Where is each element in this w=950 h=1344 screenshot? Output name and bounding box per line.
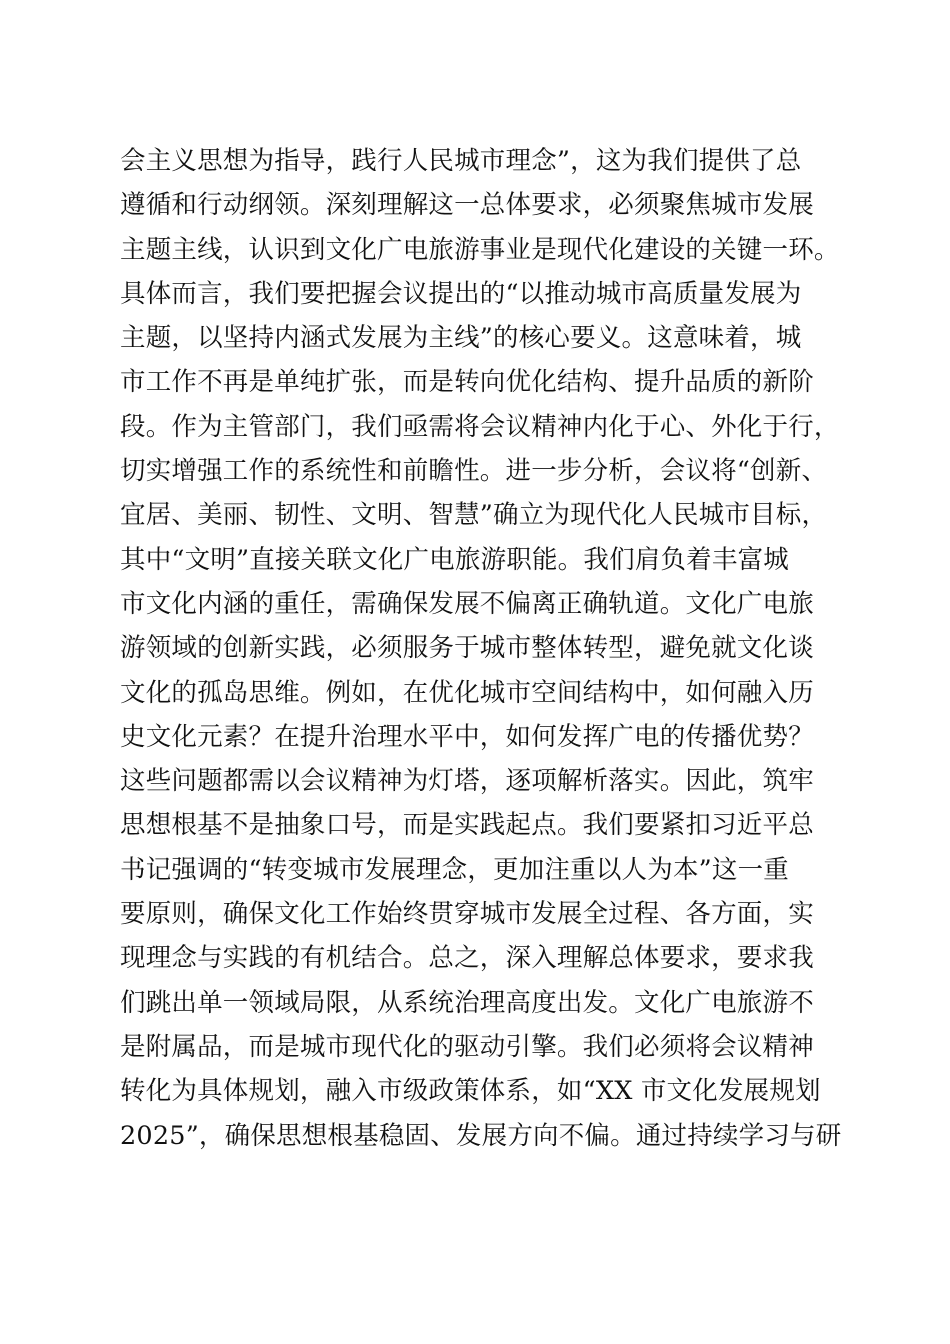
text-line: 切实增强工作的系统性和前瞻性。进一步分析，会议将“创新、 [120, 456, 828, 487]
text-line: 现理念与实践的有机结合。总之，深入理解总体要求，要求我 [120, 943, 814, 974]
text-line: 主题主线，认识到文化广电旅游事业是现代化建设的关键一环。 [120, 234, 840, 265]
text-line: 主题，以坚持内涵式发展为主线”的核心要义。这意味着，城 [120, 323, 802, 354]
text-line: 会主义思想为指导，践行人民城市理念”，这为我们提供了总 [120, 146, 802, 176]
text-line: 思想根基不是抽象口号，而是实践起点。我们要紧扣习近平总 [120, 810, 814, 841]
text-line: 们跳出单一领域局限，从系统治理高度出发。文化广电旅游不 [120, 987, 814, 1018]
text-line: 转化为具体规划，融入市级政策体系，如“XX 市文化发展规划 [120, 1076, 821, 1107]
text-line: 市工作不再是单纯扩张，而是转向优化结构、提升品质的新阶 [120, 367, 814, 398]
text-line: 文化的孤岛思维。例如，在优化城市空间结构中，如何融入历 [120, 677, 814, 708]
text-line: 具体而言，我们要把握会议提出的“以推动城市高质量发展为 [120, 278, 802, 309]
text-line: 史文化元素？在提升治理水平中，如何发挥广电的传播优势？ [120, 721, 814, 752]
text-line: 是附属品，而是城市现代化的驱动引擎。我们必须将会议精神 [120, 1031, 814, 1062]
text-line: 其中“文明”直接关联文化广电旅游职能。我们肩负着丰富城 [120, 544, 789, 575]
text-line: 市文化内涵的重任，需确保发展不偏离正确轨道。文化广电旅 [120, 588, 814, 619]
body-text [120, 139, 840, 1158]
text-line: 游领域的创新实践，必须服务于城市整体转型，避免就文化谈 [120, 633, 814, 664]
text-line: 2025”，确保思想根基稳固、发展方向不偏。通过持续学习与研 [120, 1120, 842, 1151]
text-line: 段。作为主管部门，我们亟需将会议精神内化于心、外化于行， [120, 411, 840, 442]
text-line: 书记强调的“转变城市发展理念，更加注重以人为本”这一重 [120, 854, 789, 885]
text-line: 宜居、美丽、韧性、文明、智慧”确立为现代化人民城市目标， [120, 500, 828, 531]
text-line: 要原则，确保文化工作始终贯穿城市发展全过程、各方面，实 [120, 899, 814, 930]
text-line: 遵循和行动纲领。深刻理解这一总体要求，必须聚焦城市发展 [120, 190, 814, 221]
text-line: 这些问题都需以会议精神为灯塔，逐项解析落实。因此，筑牢 [120, 766, 814, 797]
